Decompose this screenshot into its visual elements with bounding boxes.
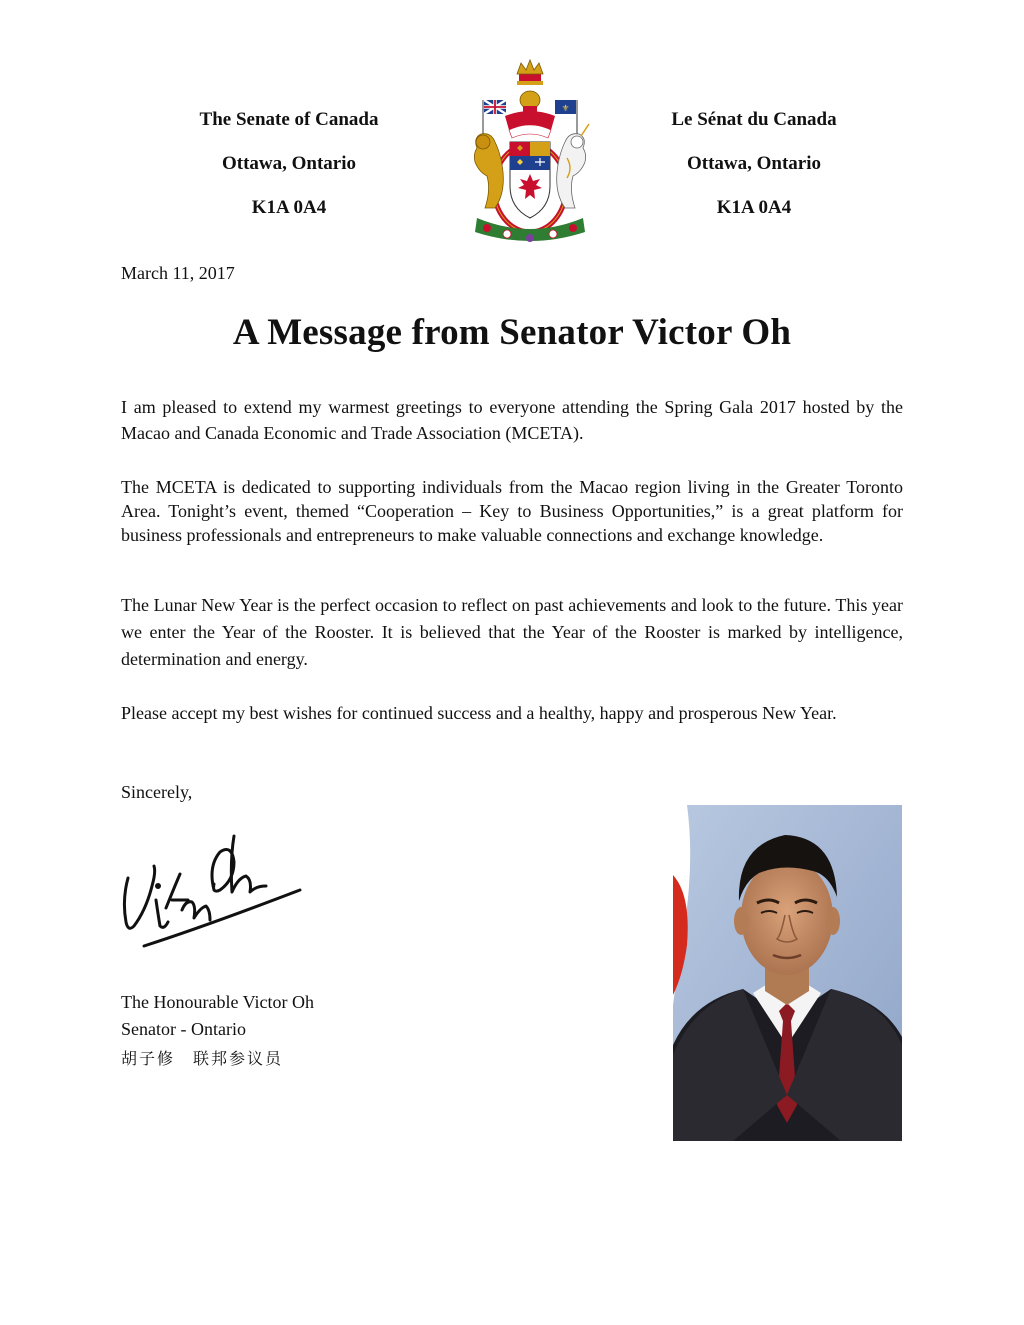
header-left-line3: K1A 0A4 — [251, 197, 327, 218]
signatory-role: Senator - Ontario — [121, 1019, 246, 1039]
header-left-line1: The Senate of Canada — [199, 109, 379, 130]
paragraph-3: The Lunar New Year is the perfect occasion to reflect on past achievements and look to the future. This year we enter the Year of the Rooster. It is believed that the Year of the Rooster is marked by intelligence, determination and energy. — [121, 595, 903, 669]
signatory-chinese: 胡子修 联邦参议员 — [121, 1049, 284, 1068]
svg-text:⚜: ⚜ — [561, 104, 570, 114]
header-left — [139, 98, 439, 230]
page-title: A Message from Senator Victor Oh — [232, 312, 792, 353]
header-right-line3: K1A 0A4 — [716, 197, 792, 218]
header-right-line2: Ottawa, Ontario — [686, 153, 822, 174]
paragraph-2: The MCETA is dedicated to supporting individuals from the Macao region living in the Greater Toronto Area. Tonight’s event, themed “Cooperation – Key to Business Opportunities,” is a great platform for business professionals and entrepreneurs to make valuable connections and exchange knowledge. — [121, 477, 903, 545]
header-right — [604, 98, 904, 230]
header-left-line2: Ottawa, Ontario — [221, 153, 357, 174]
coat-of-arms-icon — [455, 58, 605, 246]
paragraph-4: Please accept my best wishes for continued success and a healthy, happy and prosperous New Year. — [121, 703, 837, 723]
portrait-photo — [673, 805, 902, 1141]
paragraph-1: I am pleased to extend my warmest greetings to everyone attending the Spring Gala 2017 hosted by the Macao and Canada Economic and Trade Association (MCETA). — [121, 397, 903, 443]
header-right-line1: Le Sénat du Canada — [671, 109, 837, 130]
signature-icon — [116, 830, 311, 960]
signatory-name: The Honourable Victor Oh — [121, 992, 315, 1012]
letter-date: March 11, 2017 — [121, 263, 235, 283]
closing: Sincerely, — [121, 782, 193, 802]
